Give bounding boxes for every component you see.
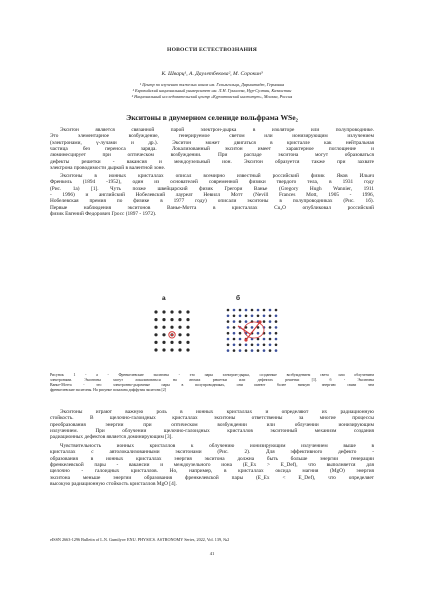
lattice-atom — [239, 344, 242, 347]
lattice-atom — [154, 310, 157, 313]
lattice-atom — [257, 315, 260, 318]
affiliation-3: ³ Национальный исследовательский центр «Курчатовский институт», Москва, Россия — [131, 94, 293, 99]
text-line: преобразования энергии при оптическом возбуждении или облучении ионизирующим — [50, 421, 374, 428]
lattice-atom — [239, 309, 242, 312]
caption-line: Ванье-Мотта - это электронно-дырочные пары в полупроводниках, они имеют более низкую энергию связи чем — [50, 382, 374, 387]
lattice-atom — [186, 348, 189, 351]
lattice-atom — [269, 309, 272, 312]
lattice-atom — [275, 332, 278, 335]
frenkel-exciton-lattice — [152, 308, 192, 354]
article-title: Экситоны в двумерном селениде вольфрама WSe₂ — [126, 113, 298, 122]
lattice-atom — [162, 310, 165, 313]
lattice-atom — [257, 332, 260, 335]
lattice-atom — [251, 309, 254, 312]
lattice-atom — [162, 318, 165, 321]
text-line: Экситон является связанной парой электрон-дырка в изоляторе или полупроводнике. — [60, 127, 374, 133]
lattice-atom — [239, 315, 242, 318]
lattice-atom — [257, 338, 260, 341]
caption-line: Рисунок 1 - а - Френкелевские экситоны - это пары электрон-дырка, созданные возбуждением света или облучением — [50, 373, 374, 377]
page-number: 41 — [209, 551, 215, 556]
hole-marker — [244, 338, 247, 341]
lattice-atom — [227, 344, 230, 347]
lattice-atom — [257, 309, 260, 312]
text-line: щелочно - галоидных кристаллов. Но, например, в кристаллах оксида магния (MgO) энергия — [50, 468, 374, 475]
lattice-atom — [233, 326, 236, 329]
lattice-atom — [245, 349, 248, 352]
text-line: частица без переноса заряда. Локализованный экситон имеет характерное поглощение и — [50, 146, 374, 153]
lattice-atom — [186, 326, 189, 329]
lattice-atom — [263, 309, 266, 312]
lattice-atom — [227, 320, 230, 323]
text-line: образования в ионных кристаллах энергия экситона должна быть больше энергии генерации — [50, 455, 374, 462]
lattice-atom — [178, 333, 181, 336]
text-line: радиационных дефектов является доминирующим [3]. — [50, 434, 173, 441]
electron-marker — [258, 320, 261, 323]
paragraph-1 — [50, 127, 374, 171]
lattice-atom — [263, 315, 266, 318]
lattice-atom — [263, 344, 266, 347]
lattice-atom — [162, 326, 165, 329]
lattice-atom — [257, 349, 260, 352]
text-line: Это элементарное возбуждение, генерируемое светом или ионизирующим излучением — [50, 133, 374, 140]
affiliation-2: ² Евразийский национальный университет им. Л.Н. Гумилева, Нур-Султан, Казахстан — [132, 88, 292, 93]
lattice-atom — [233, 344, 236, 347]
lattice-atom — [154, 318, 157, 321]
authors: К. Шварц¹, А. Даулетбекова², М. Сорокин³ — [161, 71, 263, 77]
lattice-atom — [263, 320, 266, 323]
lattice-atom — [170, 341, 173, 344]
text-line: - 1996) и английский Нобелевский лауреат Невилл Мотт (Nevill Frances Mott, 1905 - 1996, — [50, 192, 374, 199]
lattice-atom — [263, 338, 266, 341]
text-line: Нобелевская премия по физике в 1977 году) описали экситоны в полупроводниках (Рис. 1б). — [50, 198, 374, 205]
figure-caption — [50, 373, 374, 393]
lattice-atom — [178, 326, 181, 329]
lattice-atom — [178, 348, 181, 351]
lattice-atom — [269, 332, 272, 335]
lattice-atom — [251, 349, 254, 352]
text-line: излучением. При облучении щелочно-галоидных кристаллов экситонный механизм создания — [50, 428, 374, 435]
figure-label-a: а — [162, 295, 166, 302]
lattice-atom — [251, 315, 254, 318]
figure-1 — [50, 294, 374, 360]
paragraph-3 — [50, 409, 374, 441]
lattice-atom — [227, 332, 230, 335]
caption-line: френкелевские экситоны. На рисунке показана диффузия экситона [2] — [50, 387, 167, 392]
lattice-atom — [275, 315, 278, 318]
lattice-atom — [186, 310, 189, 313]
lattice-atom — [269, 349, 272, 352]
lattice-atom — [269, 338, 272, 341]
lattice-atom — [154, 326, 157, 329]
paragraph-2 — [50, 173, 374, 217]
lattice-atom — [245, 315, 248, 318]
lattice-atom — [154, 348, 157, 351]
lattice-atom — [275, 309, 278, 312]
lattice-atom — [275, 338, 278, 341]
lattice-atom — [239, 338, 242, 341]
text-line: дефекты решетки - вакансия и междоузельный ион. Экситон образуется также при захвате — [50, 158, 374, 165]
lattice-atom — [170, 310, 173, 313]
lattice-atom — [251, 326, 254, 329]
text-line: высокую радиационную стойкость кристаллов MgO [4]. — [50, 481, 177, 488]
section-header: НОВОСТИ ЕСТЕСТВОЗНАНИЯ — [167, 47, 257, 53]
text-line: кристаллах с автолокализованными экситонами (Рис. 2). Для эффективного дефекто - — [50, 449, 374, 456]
lattice-atom — [257, 344, 260, 347]
lattice-atom — [162, 348, 165, 351]
lattice-atom — [269, 315, 272, 318]
text-line: экситона меньше энергии образования френкелевской пары (E_Ex < E_Def), что определяет — [50, 474, 374, 481]
lattice-atom — [170, 318, 173, 321]
text-line: (электронами, γ-лучами и др.). Экситон может двигаться в кристалле как нейтральная — [50, 139, 374, 146]
text-line: френкелевской пары - вакансии и междоузельного иона (E_Ex > E_Def), что выполняется для — [50, 462, 374, 469]
figure-label-b: б — [236, 295, 241, 302]
lattice-atom — [233, 338, 236, 341]
lattice-atom — [275, 349, 278, 352]
lattice-atom — [186, 333, 189, 336]
lattice-atom — [162, 333, 165, 336]
exciton-core — [171, 334, 173, 336]
lattice-atom — [275, 344, 278, 347]
lattice-atom — [178, 310, 181, 313]
lattice-atom — [227, 309, 230, 312]
lattice-atom — [227, 349, 230, 352]
affiliation-1: ¹ Центр по изучению тяжелых ионов им. Гельмгольца, Дармштадт, Германия — [139, 82, 285, 87]
lattice-atom — [154, 333, 157, 336]
text-line: Френкель (1894 -1952), один из основателей современной физики твердого тела, в 1931 году — [50, 179, 374, 186]
lattice-atom — [154, 341, 157, 344]
lattice-atom — [233, 320, 236, 323]
lattice-atom — [269, 326, 272, 329]
lattice-atom — [233, 315, 236, 318]
lattice-atom — [269, 320, 272, 323]
lattice-atom — [233, 349, 236, 352]
lattice-atom — [170, 348, 173, 351]
lattice-atom — [239, 349, 242, 352]
lattice-atom — [186, 318, 189, 321]
lattice-atom — [251, 344, 254, 347]
lattice-atom — [186, 341, 189, 344]
text-line: Первые наблюдения экситонов Ванье-Мотта в кристаллах Cu₂O опубликовал российский — [50, 204, 374, 211]
text-line: (Рис. 1а) [1]. Чуть позже швейцарский физик Грегори Ванье (Gregory Hugh Wannier, 1911 — [50, 185, 374, 192]
lattice-atom — [162, 341, 165, 344]
text-line: Экситоны играют важную роль в ионных кристаллах и определяют их радиационную — [60, 409, 374, 415]
lattice-atom — [170, 326, 173, 329]
lattice-atom — [233, 332, 236, 335]
paragraph-4 — [50, 443, 374, 487]
lattice-atom — [275, 326, 278, 329]
text-line: электрона проводимости дыркой в валентной зоне. — [50, 165, 166, 172]
lattice-atom — [245, 344, 248, 347]
lattice-atom — [178, 341, 181, 344]
lattice-atom — [245, 309, 248, 312]
text-line: физик Евгений Федорович Гросс (1897 - 1972). — [50, 211, 157, 218]
text-line: Экситоны в ионных кристаллах описал всемирно известный российский физик Яков Ильич — [60, 173, 374, 179]
lattice-atom — [275, 320, 278, 323]
lattice-atom — [227, 338, 230, 341]
lattice-atom — [269, 344, 272, 347]
lattice-atom — [239, 320, 242, 323]
lattice-atom — [245, 320, 248, 323]
lattice-atom — [233, 309, 236, 312]
lattice-atom — [178, 318, 181, 321]
lattice-atom — [263, 349, 266, 352]
lattice-atom — [239, 332, 242, 335]
journal-footer: eISSN 2663-1296 Bulletin of L.N. Gumilyov ENU. PHYSICS. ASTRONOMY Series, 2022, Vol. 139, №2 — [50, 537, 230, 542]
caption-line: электронами. Экситоны могут локализоваться на атомах решетки или дефектах решетки [1]. б - Экситоны — [50, 377, 374, 382]
lattice-atom — [227, 326, 230, 329]
text-line: Чувствительность ионных кристаллов к облучению ионизирующим излучением выше в — [60, 443, 374, 449]
text-line: люминесцирует при оптическом возбуждении. При распаде экситона могут образоваться — [50, 152, 374, 159]
lattice-atom — [227, 315, 230, 318]
text-line: стойкость. В щелочно-галоидных кристаллах экситоны ответственны за многие процессы — [50, 415, 374, 422]
wannier-mott-exciton-lattice — [224, 306, 280, 354]
